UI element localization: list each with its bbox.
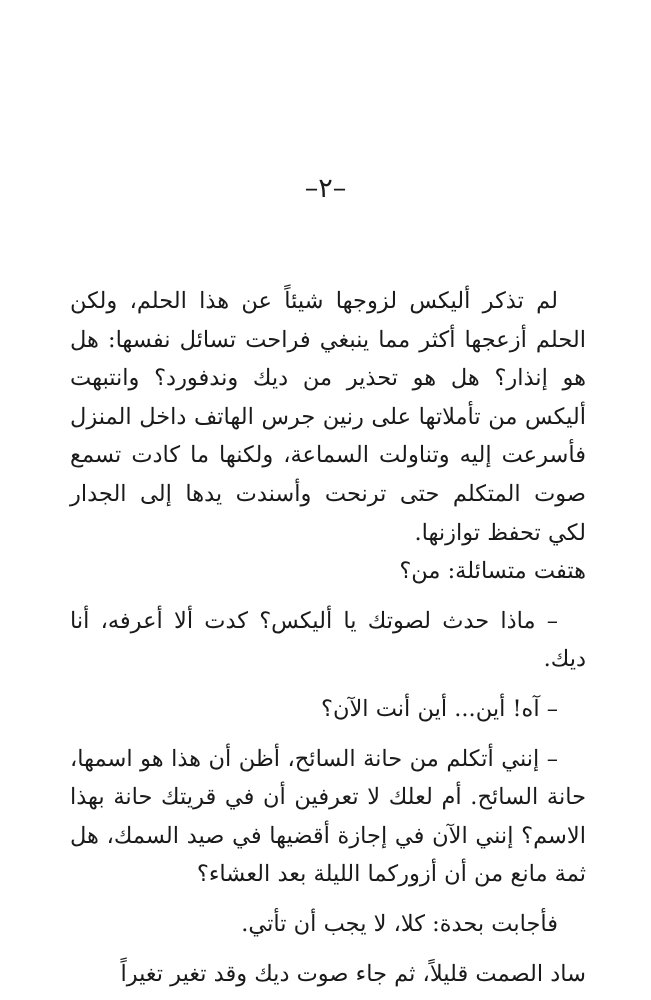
page-number: –٢– (304, 173, 347, 204)
paragraph-3: – ماذا حدث لصوتك يا أليكس؟ كدت ألا أعرفه، أنا ديك. (70, 607, 586, 673)
page-body (70, 282, 586, 993)
paragraph-5: – إنني أتكلم من حانة السائح، أظن أن هذا هو اسمها، حانة السائح. أم لعلك لا تعرفين أن في قريتك حانة بهذا الاسم؟ إنني الآن في إجازة أقضيها في صيد السمك، هل ثمة مانع من أن أزوركما الليلة بعد العشاء؟ (70, 745, 586, 888)
paragraph-2: هتفت متسائلة: من؟ (399, 558, 586, 585)
paragraph-6: فأجابت بحدة: كلا، لا يجب أن تأتي. (241, 910, 558, 937)
paragraph-4: – آه! أين... أين أنت الآن؟ (321, 695, 558, 722)
paragraph-1: لم تذكر أليكس لزوجها شيئاً عن هذا الحلم، ولكن الحلم أزعجها أكثر مما ينبغي فراحت تسائل نفسها: هل هو إنذار؟ هل هو تحذير من ديك وندفورد؟ وانتبهت أليكس من تأملاتها على رنين جرس الهاتف داخل المنزل فأسرعت إليه وتناولت السماعة، ولكنها ما كادت تسمع صوت المتكلم حتى ترنحت وأسندت يدها إلى الجدار لكي تحفظ توازنها. (70, 288, 586, 546)
paragraph-7: ساد الصمت قليلاً، ثم جاء صوت ديك وقد تغير تغيراً (120, 960, 586, 987)
